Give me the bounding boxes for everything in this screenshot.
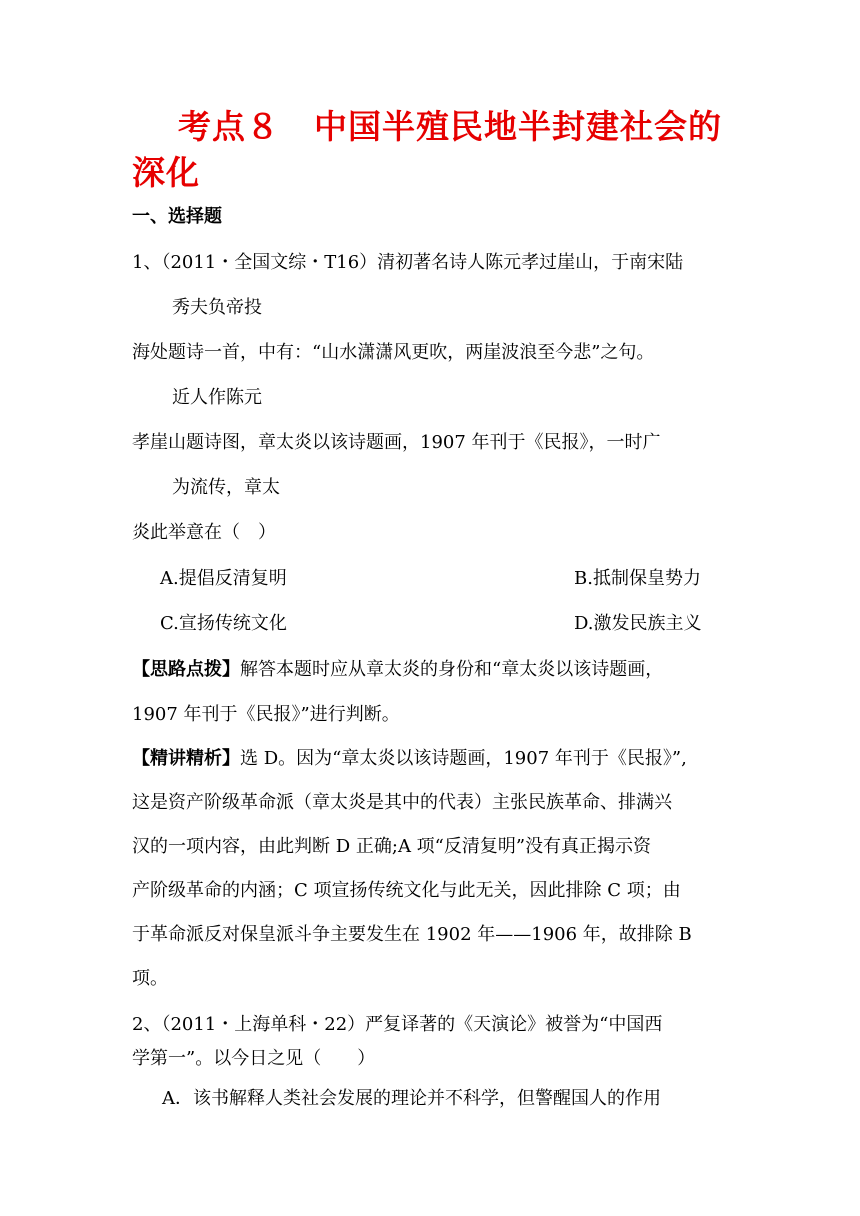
question-1-stem-line: 1、（2011・全国文综・T16）清初著名诗人陈元孝过崖山，于南宋陆 — [132, 252, 684, 273]
analysis-line — [132, 746, 687, 772]
hint-label: 【思路点拨】 — [132, 659, 240, 680]
question-1-stem-line: 秀夫负帝投 — [172, 297, 262, 318]
analysis-line: 项。 — [132, 968, 168, 989]
option-a: A.提倡反清复明 — [160, 568, 287, 589]
analysis-line: 于革命派反对保皇派斗争主要发生在 1902 年——1906 年，故排除 B — [132, 924, 692, 945]
question-1-stem-line: 为流传，章太 — [172, 477, 280, 498]
hint-line: 1907 年刊于《民报》”进行判断。 — [132, 704, 400, 725]
analysis-line: 汉的一项内容，由此判断 D 正确;A 项“反清复明”没有真正揭示资 — [132, 836, 652, 857]
question-2-option-a: A．该书解释人类社会发展的理论并不科学，但警醒国人的作用 — [162, 1088, 661, 1109]
question-1-stem-line: 海处题诗一首，中有：“山水潇潇风更吹，两崖波浪至今悲”之句。 — [132, 342, 655, 363]
analysis-line: 产阶级革命的内涵；C 项宣扬传统文化与此无关，因此排除 C 项；由 — [132, 880, 681, 901]
option-b: B.抵制保皇势力 — [574, 568, 701, 589]
page-title: 考点８ 中国半殖民地半封建社会的深化 — [132, 107, 722, 192]
question-1-stem-line: 炎此举意在（ ） — [132, 522, 276, 543]
hint-line — [132, 657, 663, 683]
analysis-label: 【精讲精析】 — [132, 748, 240, 769]
question-2-stem-line: 学第一”。以今日之见（ ） — [132, 1048, 376, 1069]
section-heading: 一、选择题 — [132, 206, 222, 227]
question-1-stem-line: 孝崖山题诗图，章太炎以该诗题画，1907 年刊于《民报》，一时广 — [132, 432, 661, 453]
analysis-line: 这是资产阶级革命派（章太炎是其中的代表）主张民族革命、排满兴 — [132, 792, 672, 813]
option-d: D.激发民族主义 — [574, 613, 702, 634]
hint-text: 解答本题时应从章太炎的身份和“章太炎以该诗题画， — [240, 659, 664, 680]
question-1-stem-line: 近人作陈元 — [172, 387, 262, 408]
analysis-text: 选 D。因为“章太炎以该诗题画，1907 年刊于《民报》”, — [240, 748, 687, 769]
option-c: C.宣扬传统文化 — [160, 613, 287, 634]
question-2-stem-line: 2、（2011・上海单科・22）严复译著的《天演论》被誉为“中国西 — [132, 1014, 663, 1035]
